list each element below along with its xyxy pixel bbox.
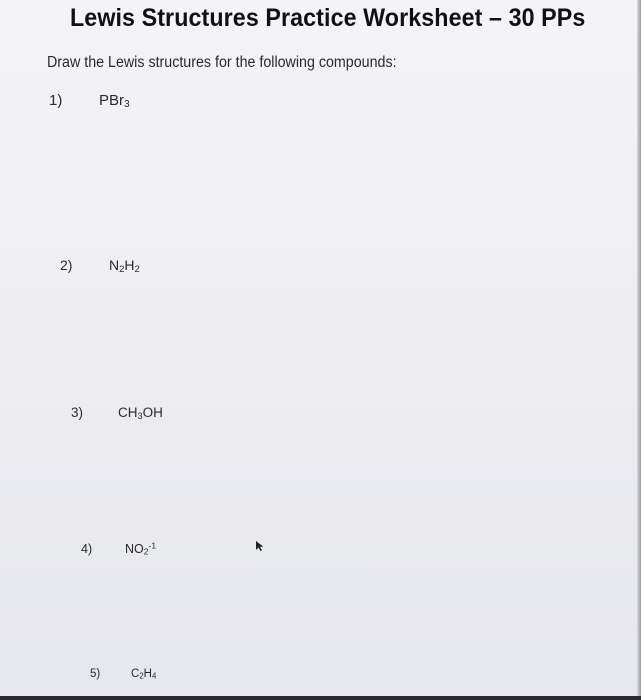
formula-part: C — [131, 668, 140, 680]
formula-part: 2 — [134, 263, 140, 275]
formula-part: -1 — [148, 540, 157, 551]
problem-formula — [109, 257, 140, 273]
formula-part: 2 — [143, 546, 149, 557]
problem-number: 1) — [49, 92, 63, 109]
problem-number: 3) — [71, 405, 84, 420]
problem-number: 4) — [81, 542, 93, 556]
mouse-pointer-icon — [255, 540, 265, 552]
problem-formula — [118, 405, 163, 420]
formula-part: 3 — [137, 410, 143, 421]
problem-formula — [125, 542, 156, 556]
problem-formula — [131, 668, 156, 680]
formula-part: H — [143, 668, 152, 680]
formula-part: H — [124, 257, 135, 273]
formula-part: CH — [118, 405, 138, 420]
page-edge-right — [637, 0, 641, 700]
formula-part: PBr — [99, 92, 125, 109]
problem-number: 5) — [90, 668, 101, 680]
problem-number: 2) — [60, 257, 73, 273]
page-edge-bottom — [0, 696, 641, 700]
formula-part: 2 — [119, 263, 125, 275]
formula-part: 3 — [124, 99, 130, 111]
problem-formula — [99, 92, 130, 109]
formula-part: 2 — [139, 671, 144, 681]
page-title: Lewis Structures Practice Worksheet – 30 PPs — [70, 4, 586, 32]
formula-part: N — [109, 257, 120, 273]
instructions-text: Draw the Lewis structures for the following compounds: — [47, 54, 397, 71]
formula-part: OH — [142, 405, 163, 420]
formula-part: NO — [125, 542, 144, 556]
formula-part: 4 — [151, 671, 157, 681]
